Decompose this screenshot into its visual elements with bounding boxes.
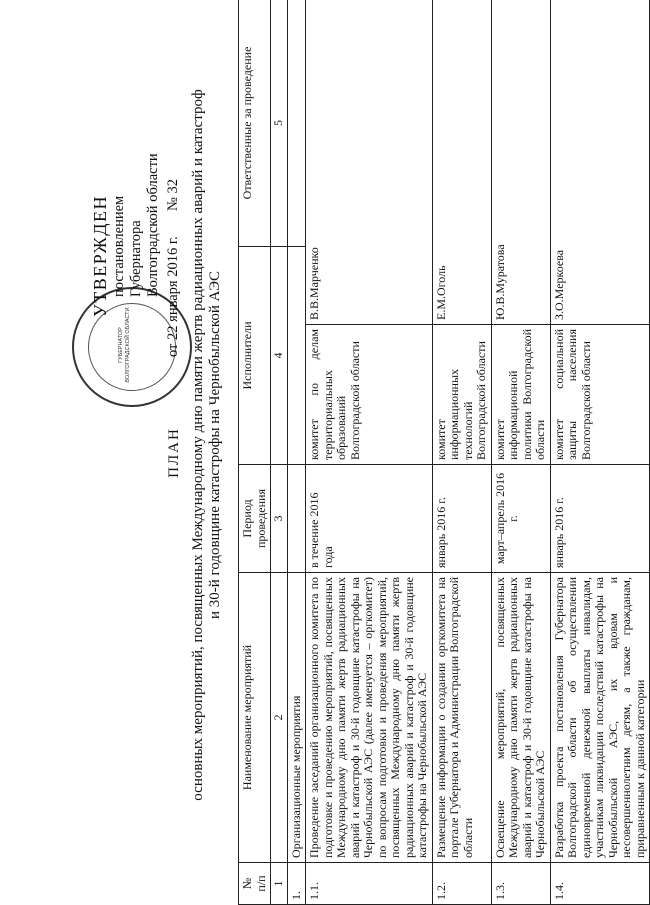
row-executors: комитет информационной политики Волгоградской области bbox=[491, 325, 550, 465]
row-executors: комитет информационных технологий Волгоградской области bbox=[432, 325, 491, 465]
row-responsible: Е.М.Оголь bbox=[432, 0, 491, 325]
header-responsible: Ответственные за проведение bbox=[239, 0, 271, 246]
row-period: январь 2016 г. bbox=[550, 465, 650, 573]
header-num: № п/п bbox=[239, 863, 271, 905]
approval-date: 22 января 2016 г. bbox=[165, 236, 181, 340]
plan-subtitle bbox=[190, 45, 224, 845]
plan-subtitle-line-1: основных мероприятий, посвященных Международному дню памяти жертв радиационных аварий и катастроф bbox=[190, 89, 206, 801]
row-num: 1.4. bbox=[550, 863, 650, 905]
header-period: Период проведения bbox=[239, 465, 271, 573]
table-row bbox=[550, 0, 650, 905]
row-num: 1.1. bbox=[306, 863, 433, 905]
row-name: Разработка проекта постановления Губернатора Волгоградской области об осуществлении единовременной денежной выплаты инвалидам, участникам ликвидации последствий катастрофы на Чернобыльской АЭС, их вдовам и несовершеннолетним детям, а также гражданам, приравненным к данной категории bbox=[550, 573, 650, 863]
approval-title: УТВЕРЖДЕН bbox=[90, 194, 110, 317]
approval-line-2: Губернатора bbox=[128, 220, 144, 297]
column-number: 3 bbox=[271, 465, 288, 573]
row-executors: комитет по делам территориальных образований Волгоградской области bbox=[306, 325, 433, 465]
row-responsible: В.В.Марченко bbox=[306, 0, 433, 325]
plan-table bbox=[238, 0, 650, 905]
row-num: 1.3. bbox=[491, 863, 550, 905]
approval-number-prefix: № bbox=[165, 197, 181, 211]
table-row bbox=[306, 0, 433, 905]
row-name: Размещение информации о создании оргкомитета на портале Губернатора и Администрации Волгоградской области bbox=[432, 573, 491, 863]
header-executors: Исполнители bbox=[239, 246, 271, 464]
row-executors: комитет социальной защиты населения Волгоградской области bbox=[550, 325, 650, 465]
column-number: 4 bbox=[271, 246, 288, 464]
plan-title: ПЛАН bbox=[166, 427, 182, 478]
row-name: Проведение заседаний организационного комитета по подготовке и проведению мероприятий, посвященных Международному дню памяти жертв радиационных аварий и катастроф и 30-й годовщине катастрофы на Чернобыльской АЭС (далее именуется – оргкомитет) по вопросам подготовки и проведения мероприятий, посвященных Международному дню памяти жертв радиационных аварий и катастроф и 30-й годовщине катастрофы на Чернобыльской АЭС bbox=[306, 573, 433, 863]
row-responsible: З.О.Меркоева bbox=[550, 0, 650, 325]
row-responsible: Ю.В.Муратова bbox=[491, 0, 550, 325]
section-row bbox=[287, 0, 306, 905]
seal-text: ГУБЕРНАТОР ВОЛГОГРАДСКОЙ ОБЛАСТИ bbox=[118, 307, 131, 383]
table-header-row bbox=[239, 0, 271, 905]
plan-subtitle-line-2: и 30-й годовщине катастрофы на Чернобыльской АЭС bbox=[207, 270, 223, 620]
column-number-row bbox=[271, 0, 288, 905]
row-period: март–апрель 2016 г. bbox=[491, 465, 550, 573]
table-row bbox=[491, 0, 550, 905]
row-period: в течение 2016 года bbox=[306, 465, 433, 573]
approval-date-prefix: от bbox=[165, 343, 181, 357]
row-num: 1.2. bbox=[432, 863, 491, 905]
column-number: 1 bbox=[271, 863, 288, 905]
approval-number: 32 bbox=[165, 178, 181, 194]
column-number: 5 bbox=[271, 0, 288, 246]
section-num: 1. bbox=[287, 863, 306, 905]
approval-line-3: Волгоградской области bbox=[145, 153, 161, 297]
row-period: январь 2016 г. bbox=[432, 465, 491, 573]
approval-line-1: постановлением bbox=[111, 195, 127, 297]
section-title: Организационные мероприятия bbox=[287, 573, 306, 863]
row-name: Освещение мероприятий, посвященных Международному дню памяти жертв радиационных аварий и катастроф и 30-й годовщине катастрофы на Чернобыльской АЭС bbox=[491, 573, 550, 863]
table-row bbox=[432, 0, 491, 905]
column-number: 2 bbox=[271, 573, 288, 863]
header-name: Наименование мероприятий bbox=[239, 573, 271, 863]
